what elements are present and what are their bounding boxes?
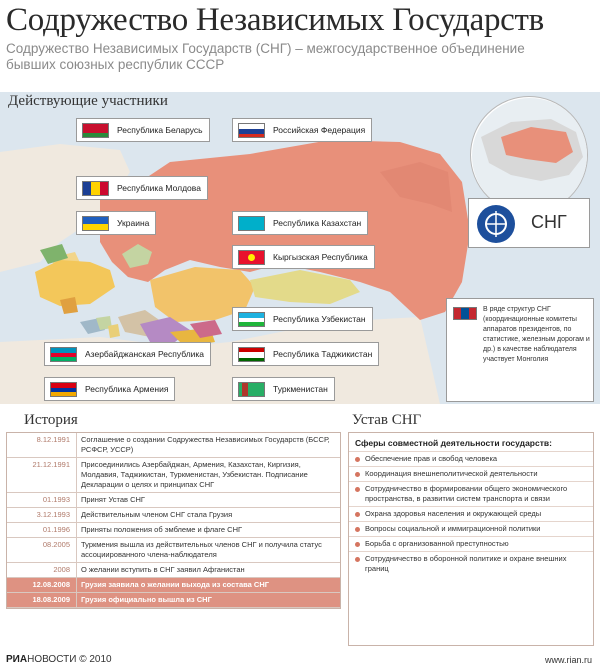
charter-item: Сотрудничество в формировании общего экономического пространства, в развитии систем транспорта и связи xyxy=(349,481,593,506)
charter-box xyxy=(348,432,594,646)
uzbekistan-flag-icon xyxy=(238,312,265,327)
kazakhstan-flag-icon xyxy=(238,216,265,231)
mongolia-note-box xyxy=(446,298,594,402)
member-name: Республика Армения xyxy=(85,384,169,394)
history-row: 08.2005 Туркмения вышла из действительных членов СНГ и получила статус ассоциированного члена-наблюдателя xyxy=(7,538,340,563)
member-name: Туркменистан xyxy=(273,384,328,394)
ukraine-flag-icon xyxy=(82,216,109,231)
member-name: Республика Беларусь xyxy=(117,125,203,135)
page-subtitle: Содружество Независимых Государств (СНГ) – межгосударственное объединение бывших союзных республик СССР xyxy=(6,41,525,72)
label-turkmenistan xyxy=(232,377,335,401)
history-row: 01.1993 Принят Устав СНГ xyxy=(7,493,340,508)
charter-heading: Устав СНГ xyxy=(352,412,422,428)
charter-item: Борьба с организованной преступностью xyxy=(349,536,593,551)
mongolia-flag-icon xyxy=(453,307,477,320)
member-name: Украина xyxy=(117,218,150,228)
charter-subheading: Сферы совместной деятельности государств: xyxy=(355,438,552,448)
label-armenia xyxy=(44,377,175,401)
history-row: 21.12.1991 Присоединились Азербайджан, Армения, Казахстан, Киргизия, Молдавия, Таджикистан, Туркменистан, Узбекистан. Подписание Декларации о целях и принципах СНГ xyxy=(7,458,340,493)
member-name: Кыргызская Республика xyxy=(273,252,368,262)
label-ukraine xyxy=(76,211,156,235)
armenia-flag-icon xyxy=(50,382,77,397)
history-row: 2008 О желании вступить в СНГ заявил Афганистан xyxy=(7,563,340,578)
brand-ria: РИА xyxy=(6,654,28,665)
cis-logo-text: СНГ xyxy=(531,212,567,232)
footer-brand xyxy=(6,654,112,665)
history-row: 8.12.1991 Соглашение о создании Содружества Независимых Государств (БССР, РСФСР, УССР) xyxy=(7,433,340,458)
history-row-highlight: 12.08.2008 Грузия заявила о желании выхода из состава СНГ xyxy=(7,578,340,593)
charter-item: Охрана здоровья населения и окружающей среды xyxy=(349,506,593,521)
russia-flag-icon xyxy=(238,123,265,138)
label-azerbaijan xyxy=(44,342,211,366)
moldova-flag-icon xyxy=(82,181,109,196)
charter-item: Вопросы социальной и иммиграционной политики xyxy=(349,521,593,536)
charter-item: Обеспечение прав и свобод человека xyxy=(349,451,593,466)
label-kazakhstan xyxy=(232,211,368,235)
member-name: Республика Таджикистан xyxy=(273,349,373,359)
globe-icon xyxy=(470,96,588,214)
charter-item: Координация внешнеполитической деятельности xyxy=(349,466,593,481)
member-name: Республика Молдова xyxy=(117,183,201,193)
history-row: 3.12.1993 Действительным членом СНГ стала Грузия xyxy=(7,508,340,523)
history-row: 01.1996 Приняты положения об эмблеме и флаге СНГ xyxy=(7,523,340,538)
tajikistan-flag-icon xyxy=(238,347,265,362)
copyright: © 2010 xyxy=(79,654,112,665)
belarus-flag-icon xyxy=(82,123,109,138)
azerbaijan-flag-icon xyxy=(50,347,77,362)
member-name: Республика Узбекистан xyxy=(273,314,366,324)
label-belarus xyxy=(76,118,210,142)
cis-emblem-icon xyxy=(477,205,515,243)
member-name: Российская Федерация xyxy=(273,125,366,135)
history-row-highlight: 18.08.2009 Грузия официально вышла из СНГ xyxy=(7,593,340,608)
page-title: Содружество Независимых Государств xyxy=(6,2,544,38)
member-name: Республика Казахстан xyxy=(273,218,362,228)
label-tajikistan xyxy=(232,342,379,366)
footer-url[interactable]: www.rian.ru xyxy=(544,655,592,665)
charter-item: Сотрудничество в оборонной политике и охране внешних границ xyxy=(349,551,593,576)
label-moldova xyxy=(76,176,208,200)
mongolia-note-text: В ряде структур СНГ (координационные комитеты аппаратов президентов, по статистике, железным дорогам и др.) в качестве наблюдателя участвует Монголия xyxy=(483,306,590,363)
label-russia xyxy=(232,118,372,142)
label-kyrgyzstan xyxy=(232,245,375,269)
members-heading: Действующие участники xyxy=(8,93,168,109)
member-name: Азербайджанская Республика xyxy=(85,349,205,359)
brand-novosti: НОВОСТИ xyxy=(27,654,77,665)
turkmenistan-flag-icon xyxy=(238,382,265,397)
cis-logo xyxy=(468,198,590,248)
history-heading: История xyxy=(24,412,78,428)
kyrgyzstan-flag-icon xyxy=(238,250,265,265)
label-uzbekistan xyxy=(232,307,373,331)
history-table xyxy=(6,432,341,609)
